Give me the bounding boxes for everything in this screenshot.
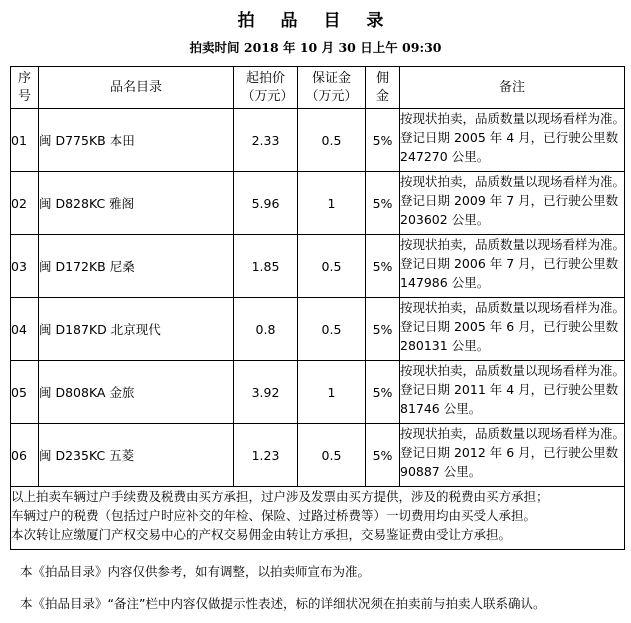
page-title: 拍 品 目 录 [237,11,394,31]
row-deposit: 0.5 [298,109,366,172]
footer-row [11,487,625,550]
row-name: 闽 D172KB 尼桑 [39,235,234,298]
header-notes: 备注 [400,67,625,109]
row-deposit: 1 [298,172,366,235]
row-deposit: 0.5 [298,235,366,298]
note-line: 登记日期 2011 年 4 月，已行驶公里数 [400,382,619,397]
row-deposit: 0.5 [298,424,366,487]
note-line: 登记日期 2009 年 7 月，已行驶公里数 [400,193,619,208]
row-commission: 5% [366,298,400,361]
note-line: 280131 公里。 [400,338,490,353]
note-line: 203602 公里。 [400,212,490,227]
row-index: 06 [11,424,39,487]
header-start-price: 起拍价（万元） [234,67,298,109]
row-note [400,109,625,172]
table-row [11,235,625,298]
row-start-price: 1.85 [234,235,298,298]
note-line: 按现状拍卖，品质数量以现场看样为准。 [400,300,626,315]
note-line: 按现状拍卖，品质数量以现场看样为准。 [400,237,626,252]
row-note [400,424,625,487]
table-row [11,172,625,235]
footer-notes [11,487,625,550]
header-deposit: 保证金（万元） [298,67,366,109]
table-header-row [11,67,625,109]
row-index: 02 [11,172,39,235]
catalog-table [10,66,625,550]
table-row [11,109,625,172]
row-index: 01 [11,109,39,172]
row-index: 04 [11,298,39,361]
note-line: 按现状拍卖，品质数量以现场看样为准。 [400,363,626,378]
row-commission: 5% [366,109,400,172]
note-line: 按现状拍卖，品质数量以现场看样为准。 [400,111,626,126]
auction-time: 拍卖时间 2018 年 10 月 30 日上午 09:30 [189,40,442,55]
row-name: 闽 D775KB 本田 [39,109,234,172]
row-name: 闽 D235KC 五菱 [39,424,234,487]
table-row [11,298,625,361]
note-line: 按现状拍卖，品质数量以现场看样为准。 [400,426,626,441]
row-deposit: 1 [298,361,366,424]
row-start-price: 1.23 [234,424,298,487]
table-row [11,361,625,424]
row-start-price: 3.92 [234,361,298,424]
header-index: 序号 [11,67,39,109]
row-note [400,298,625,361]
header-commission: 佣金 [366,67,400,109]
note-line: 登记日期 2005 年 6 月，已行驶公里数 [400,319,619,334]
row-start-price: 5.96 [234,172,298,235]
note-line: 按现状拍卖，品质数量以现场看样为准。 [400,174,626,189]
row-index: 03 [11,235,39,298]
row-note [400,361,625,424]
row-start-price: 0.8 [234,298,298,361]
note-line: 登记日期 2006 年 7 月，已行驶公里数 [400,256,619,271]
footer-line: 车辆过户的税费（包括过户时应补交的年检、保险、过路过桥费等）一切费用均由买受人承担。 [11,508,537,523]
row-commission: 5% [366,361,400,424]
note-line: 147986 公里。 [400,275,490,290]
row-name: 闽 D828KC 雅阁 [39,172,234,235]
disclaimer-2: 本《拍品目录》“备注”栏中内容仅做提示性表述，标的详细状况须在拍卖前与拍卖人联系确认。 [20,596,546,611]
note-line: 登记日期 2005 年 4 月，已行驶公里数 [400,130,619,145]
header-name: 品名目录 [39,67,234,109]
note-line: 247270 公里。 [400,149,490,164]
row-name: 闽 D187KD 北京现代 [39,298,234,361]
note-line: 81746 公里。 [400,401,482,416]
footer-line: 以上拍卖车辆过户手续费及税费由买方承担，过户涉及发票由买方提供，涉及的税费由买方承担； [11,489,549,504]
row-deposit: 0.5 [298,298,366,361]
disclaimer-1: 本《拍品目录》内容仅供参考，如有调整，以拍卖师宣布为准。 [20,564,371,579]
row-commission: 5% [366,424,400,487]
row-start-price: 2.33 [234,109,298,172]
row-commission: 5% [366,172,400,235]
row-commission: 5% [366,235,400,298]
note-line: 登记日期 2012 年 6 月，已行驶公里数 [400,445,619,460]
footer-line: 本次转让应缴厦门产权交易中心的产权交易佣金由转让方承担，交易鉴证费由受让方承担。 [11,527,512,542]
table-row [11,424,625,487]
row-note [400,235,625,298]
note-line: 90887 公里。 [400,464,482,479]
row-name: 闽 D808KA 金旅 [39,361,234,424]
row-index: 05 [11,361,39,424]
row-note [400,172,625,235]
